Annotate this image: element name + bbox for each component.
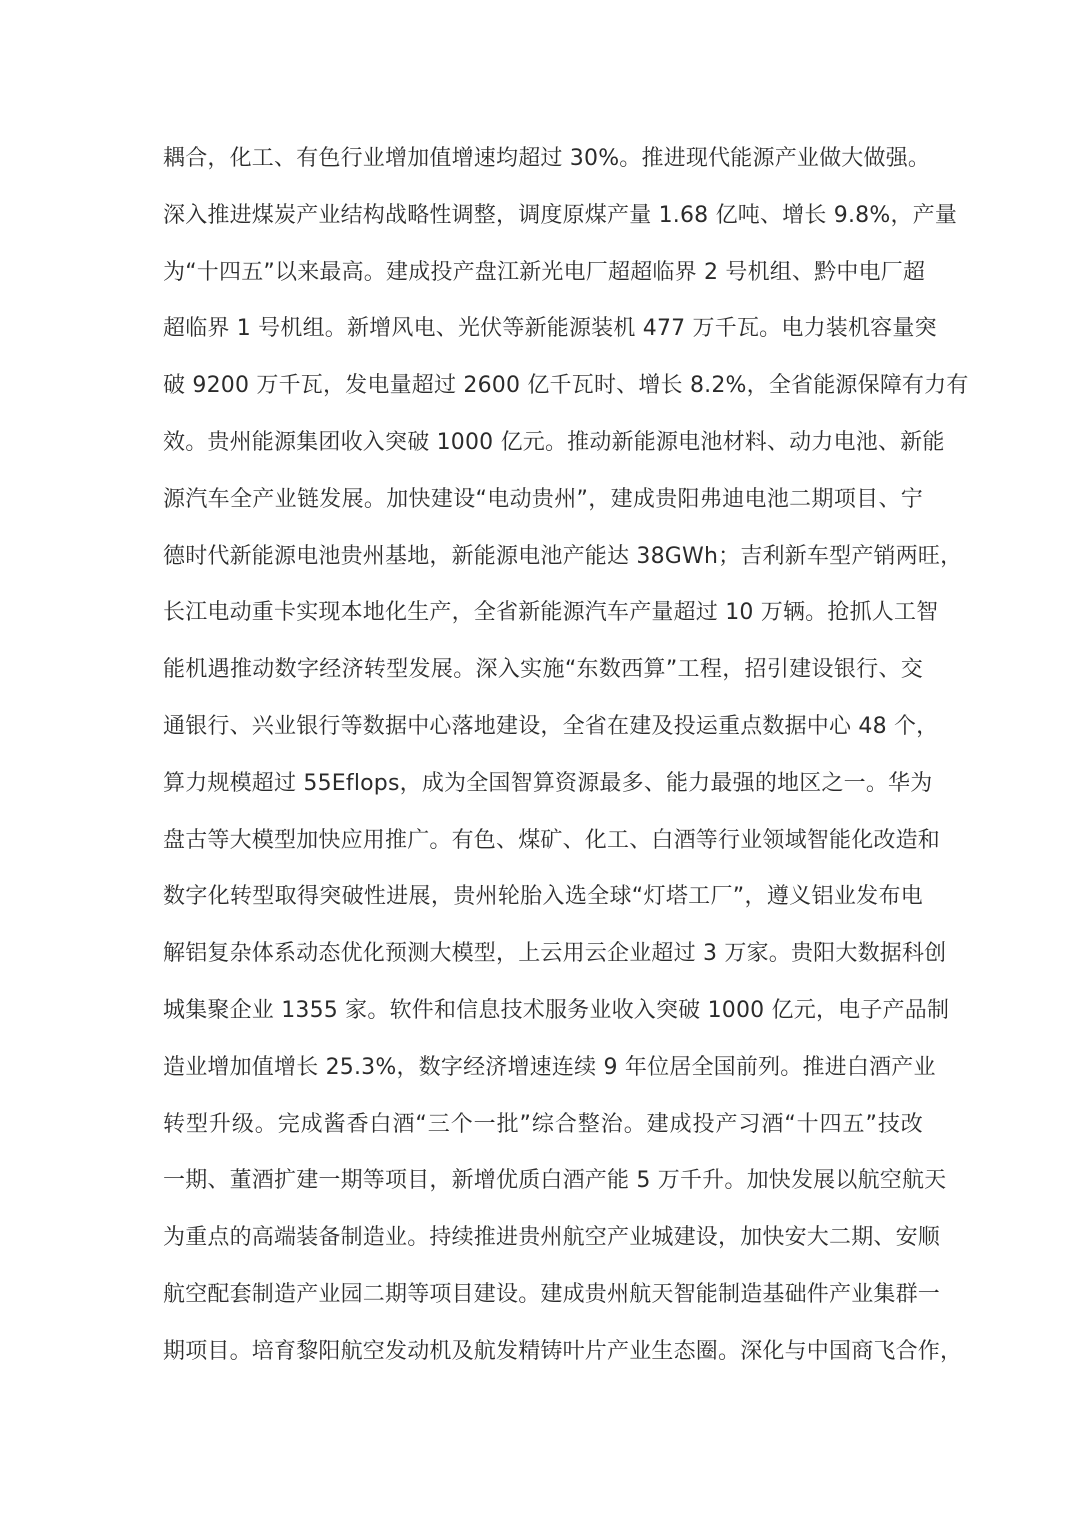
body-text bbox=[163, 131, 969, 1381]
text-line-14: 数字化转型取得突破性进展，贵州轮胎入选全球“灯塔工厂”，遵义铝业发布电 bbox=[163, 884, 923, 910]
text-line-13: 盘古等大模型加快应用推广。有色、煤矿、化工、白酒等行业领域智能化改造和 bbox=[163, 827, 941, 853]
text-line-8: 德时代新能源电池贵州基地，新能源电池产能达 38GWh；吉利新车型产销两旺， bbox=[163, 543, 963, 569]
text-line-5: 破 9200 万千瓦，发电量超过 2600 亿千瓦时、增长 8.2%，全省能源保障有力有 bbox=[163, 373, 969, 399]
text-line-16: 城集聚企业 1355 家。软件和信息技术服务业收入突破 1000 亿元，电子产品制 bbox=[163, 997, 950, 1023]
text-line-22: 期项目。培育黎阳航空发动机及航发精铸叶片产业生态圈。深化与中国商飞合作， bbox=[163, 1338, 963, 1364]
text-line-11: 通银行、兴业银行等数据中心落地建设，全省在建及投运重点数据中心 48 个， bbox=[163, 713, 939, 739]
text-line-4: 超临界 1 号机组。新增风电、光伏等新能源装机 477 万千瓦。电力装机容量突 bbox=[163, 316, 937, 342]
text-line-9: 长江电动重卡实现本地化生产，全省新能源汽车产量超过 10 万辆。抢抓人工智 bbox=[163, 600, 939, 626]
text-line-18: 转型升级。完成酱香白酒“三个一批”综合整治。建成投产习酒“十四五”技改 bbox=[163, 1111, 923, 1137]
text-line-19: 一期、董酒扩建一期等项目，新增优质白酒产能 5 万千升。加快发展以航空航天 bbox=[163, 1168, 947, 1194]
text-line-3: 为“十四五”以来最高。建成投产盘江新光电厂超超临界 2 号机组、黔中电厂超 bbox=[163, 259, 926, 285]
text-line-12: 算力规模超过 55Eflops，成为全国智算资源最多、能力最强的地区之一。华为 bbox=[163, 770, 933, 796]
text-line-6: 效。贵州能源集团收入突破 1000 亿元。推动新能源电池材料、动力电池、新能 bbox=[163, 429, 945, 455]
text-line-21: 航空配套制造产业园二期等项目建设。建成贵州航天智能制造基础件产业集群一 bbox=[163, 1281, 941, 1307]
text-line-2: 深入推进煤炭产业结构战略性调整，调度原煤产量 1.68 亿吨、增长 9.8%，产量 bbox=[163, 202, 958, 228]
text-line-10: 能机遇推动数字经济转型发展。深入实施“东数西算”工程，招引建设银行、交 bbox=[163, 657, 923, 683]
text-line-7: 源汽车全产业链发展。加快建设“电动贵州”，建成贵阳弗迪电池二期项目、宁 bbox=[163, 486, 923, 512]
text-line-15: 解铝复杂体系动态优化预测大模型，上云用云企业超过 3 万家。贵阳大数据科创 bbox=[163, 941, 947, 967]
text-line-20: 为重点的高端装备制造业。持续推进贵州航空产业城建设，加快安大二期、安顺 bbox=[163, 1225, 941, 1251]
text-line-1: 耦合，化工、有色行业增加值增速均超过 30%。推进现代能源产业做大做强。 bbox=[163, 146, 931, 171]
text-line-17: 造业增加值增长 25.3%，数字经济增速连续 9 年位居全国前列。推进白酒产业 bbox=[163, 1054, 936, 1080]
